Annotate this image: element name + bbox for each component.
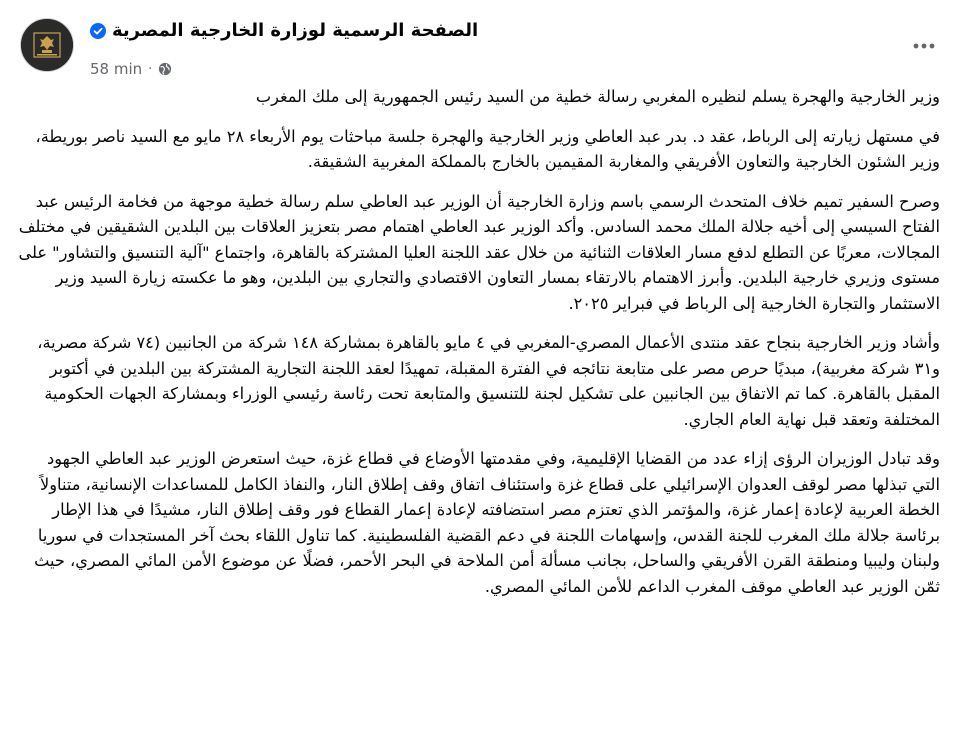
verified-badge-icon bbox=[90, 23, 106, 39]
post-paragraph: وصرح السفير تميم خلاف المتحدث الرسمي باسم وزارة الخارجية أن الوزير عبد العاطي سلم رسالة خطية موجهة من فخامة الرئيس عبد الفتاح السيسي إلى أخيه جلالة الملك محمد السادس. وأكد الوزير عبد العاطي اهتمام مصر بتعزيز العلاقات بين البلدين الشقيقين في مختلف المجالات، معربًا عن التطلع لدفع مسار العلاقات الثنائية من خلال عقد اللجنة العليا المشتركة بالقاهرة، واجتماع "آلية التنسيق والتشاور" على مستوى وزيري خارجية البلدين. وأبرز الاهتمام بالارتقاء بمسار التعاون الاقتصادي والتجاري بين البلدين، وهو ما عكسته زيارة السيد وزير الاستثمار والتجارة الخارجية إلى الرباط في فبراير ٢٠٢٥. bbox=[18, 191, 940, 313]
post-paragraph: وأشاد وزير الخارجية بنجاح عقد منتدى الأعمال المصري-المغربي في ٤ مايو بالقاهرة بمشاركة ١٤٨ شركة من الجانبين (٧٤ شركة مصرية، و٣١ شركة مغربية)، مبديًا حرص مصر على متابعة نتائجه في الفترة المقبلة، تمهيدًا لعقد اللجنة التجارية المشتركة بين البلدين في أكتوبر المقبل بالقاهرة. كما تم الاتفاق بين الجانبين على تشكيل لجنة للتنسيق والمتابعة تحت رئاسة رئيسي الوزراء وبمشاركة الجهات الحكومية المختلفة وتعقد قبل نهاية العام الجاري. bbox=[37, 333, 940, 429]
post-meta bbox=[90, 60, 172, 78]
post-body bbox=[16, 84, 940, 613]
post-paragraph: في مستهل زيارته إلى الرباط، عقد د. بدر عبد العاطي وزير الخارجية والهجرة جلسة مباحثات يوم الأربعاء ٢٨ مايو مع السيد ناصر بوريطة، وزير الشئون الخارجية والتعاون الأفريقي والمغاربة المقيمين بالخارج بالمملكة المغربية الشقيقة. bbox=[35, 126, 940, 171]
more-options-button[interactable] bbox=[906, 28, 942, 64]
page-name[interactable]: الصفحة الرسمية لوزارة الخارجية المصرية bbox=[112, 20, 479, 41]
meta-separator: · bbox=[148, 61, 153, 77]
post-timestamp[interactable]: 58 min bbox=[90, 60, 143, 78]
post-header bbox=[0, 10, 960, 82]
ministry-emblem-icon bbox=[21, 19, 73, 71]
globe-icon[interactable] bbox=[158, 62, 172, 76]
page-avatar[interactable] bbox=[20, 18, 74, 72]
post-paragraph: وقد تبادل الوزيران الرؤى إزاء عدد من القضايا الإقليمية، وفي مقدمتها الأوضاع في قطاع غزة، حيث استعرض الوزير عبد العاطي الجهود التي تبذلها مصر لوقف العدوان الإسرائيلي على قطاع غزة واستئناف اتفاق وقف إطلاق النار، والنفاذ الكامل للمساعدات الإنسانية، متناولاً الخطة العربية لإعادة إعمار غزة، والمؤتمر الذي تعتزم مصر استضافته لإعادة إعمار القطاع فور وقف إطلاق النار، مشيدًا في هذا الإطار برئاسة جلالة ملك المغرب للجنة القدس، وإسهامات اللجنة في دعم القضية الفلسطينية. كما تناول اللقاء بحث آخر المستجدات في سوريا ولبنان وليبيا ومنطقة القرن الأفريقي والساحل، بجانب مسألة أمن الملاحة في البحر الأحمر، فضلًا عن موضوع الأمن المائي المصري، حيث ثمّن الوزير عبد العاطي موقف المغرب الداعم للأمن المائي المصري. bbox=[34, 449, 940, 596]
post-paragraph-headline: وزير الخارجية والهجرة يسلم لنظيره المغربي رسالة خطية من السيد رئيس الجمهورية إلى ملك المغرب bbox=[255, 87, 940, 106]
page-name-row bbox=[90, 20, 478, 41]
more-horizontal-icon bbox=[913, 43, 935, 49]
